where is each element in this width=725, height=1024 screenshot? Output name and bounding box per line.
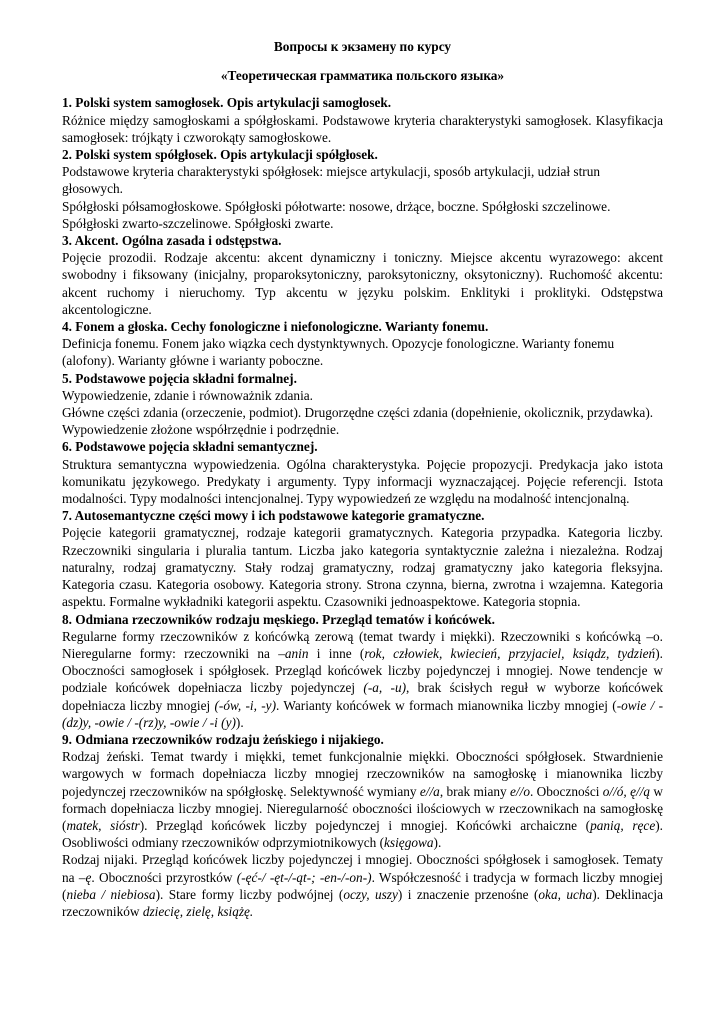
- question-heading: 8. Odmiana rzeczowników rodzaju męskiego. Przegląd tematów i końcówek.: [62, 611, 495, 627]
- document-page: [62, 36, 663, 920]
- question-heading: 5. Podstawowe pojęcia składni formalnej.: [62, 370, 297, 386]
- exam-question-4: [62, 318, 663, 370]
- question-heading: 1. Polski system samogłosek. Opis artykulacji samogłosek.: [62, 95, 392, 111]
- document-title-line-2: «Теоретическая грамматика польского языка»: [220, 68, 505, 84]
- italic-example-text: e//a: [419, 783, 440, 799]
- exam-question-3: [62, 232, 663, 318]
- body-text: Pojęcie prozodii. Rodzaje akcentu: akcent dynamiczny i toniczny. Miejsce akcentu wyrazowego: akcent swobodny i fiksowany (inicjalny, proparoksytoniczny, paroksytoniczny, oksytoniczny). Ruchomość akcentu: akcent ruchomy i nieruchomy. Typ akcentu w języku polskim. Enklityki i proklityki. Odstępstwa akcentologiczne.: [62, 250, 663, 317]
- italic-example-text: oczy, uszy: [343, 886, 398, 902]
- italic-example-text: -owie / -(dz)y, -owie / -(rz)y, -owie / -i (y): [62, 697, 663, 730]
- question-heading: 9. Odmiana rzeczowników rodzaju żeńskiego i nijakiego.: [62, 731, 384, 747]
- body-text: Pojęcie kategorii gramatycznej, rodzaje kategorii gramatycznych. Kategoria przypadka. Kategoria liczby. Rzeczowniki singularia i pluralia tantum. Liczba jako kategoria syntaktycznie zależna i niezależna. Rodzaj naturalny, rodzaj gramatyczny. Stały rodzaj gramatyczny, rodzaj gramatyczny jako kategoria fleksyjna. Kategoria czasu. Kategoria osobowy. Kategoria strony. Strona czynna, bierna, zwrotna i wzajemna. Kategoria aspektu. Formalne wykładniki kategorii aspektu. Czasowniki jednoaspektowe. Kategoria stopnia.: [62, 525, 663, 610]
- question-paragraph: [62, 198, 663, 232]
- italic-example-text: ę: [85, 869, 92, 885]
- question-paragraph: [62, 163, 663, 197]
- body-text: . Współczesność i tradycja w formach liczby mnogiej (: [62, 869, 663, 902]
- body-text: Podstawowe kryteria charakterystyki spółgłosek: miejsce artykulacji, sposób artykulacji, udział strun głosowych.: [62, 164, 601, 197]
- exam-question-9: [62, 731, 663, 920]
- body-text: . Oboczności: [529, 783, 603, 799]
- exam-question-2: [62, 146, 663, 232]
- question-paragraph: [62, 456, 663, 508]
- question-heading: 2. Polski system spółgłosek. Opis artykulacji spółgłosek.: [62, 147, 378, 163]
- body-text: ).: [235, 714, 244, 730]
- italic-example-text: księgowa: [384, 835, 434, 851]
- body-text: . Warianty końcówek w formach mianownika liczby mnogiej (: [276, 697, 617, 713]
- italic-example-text: dziecię, zielę, książę.: [142, 903, 254, 919]
- document-title-line-1: Вопросы к экзамену по курсу: [273, 39, 452, 54]
- exam-question-1: [62, 94, 663, 146]
- body-text: Regularne formy rzeczowników z końcówką zerową (temat twardy i miękki). Rzeczowniki s końcówką –o. Nieregularne formy: rzeczowniki na –: [62, 628, 663, 661]
- body-text: w formach dopełniacza liczby mnogiej. Nieregularność oboczności ilościowych w rzeczownikach na samogłoskę (: [62, 783, 663, 833]
- body-text: Struktura semantyczna wypowiedzenia. Ogólna charakterystyka. Pojęcie propozycji. Predykacja jako istota komunikatu językowego. Predykaty i argumenty. Typy informacji wyznaczającej. Pojęcie referencji. Istota modalności. Typy modalności intencjonalnej. Typy wypowiedzeń ze względu na modalność intencjonalną.: [62, 456, 663, 507]
- body-text: i inne (: [308, 645, 365, 661]
- body-text: Rodzaj żeński. Temat twardy i miękki, temet funkcjonalnie miękki. Oboczności spółgłosek. Stwardnienie wargowych w formach dopełniacza liczby mnogiej rzeczowników na samogłoskę i mianownika liczby pojedynczej rzeczowników na spółgłoskę. Selektywność wymiany: [62, 749, 663, 799]
- body-text: ). Oboczności samogłosek i spółgłosek. Przegląd końcówek liczby pojedynczej i mnogiej. Nowe tendencje w podziale końcówek dopełniacza liczby pojedynczej: [62, 645, 663, 696]
- italic-example-text: (-a, -u): [363, 680, 407, 696]
- body-text: ). Przegląd końcówek liczby pojedynczej i mnogiej. Końcówki archaiczne (: [139, 817, 591, 833]
- question-heading: 7. Autosemantyczne części mowy i ich podstawowe kategorie gramatyczne.: [62, 508, 485, 524]
- italic-example-text: panią, ręce: [590, 817, 656, 833]
- question-paragraph: [62, 387, 663, 404]
- question-paragraph: [62, 404, 663, 421]
- body-text: Spółgłoski półsamogłoskowe. Spółgłoski półotwarte: nosowe, drżące, boczne. Spółgłoski szczelinowe. Spółgłoski zwarto-szczelinowe. Spółgłoski zwarte.: [62, 198, 611, 231]
- body-text: ) i znaczenie przenośne (: [397, 886, 539, 902]
- body-text: Rodzaj nijaki. Przegląd końcówek liczby pojedynczej i mnogiej. Oboczności spółgłosek i samogłosek. Tematy na –: [62, 852, 663, 885]
- body-text: ). Osobliwości odmiany rzeczowników odprzymiotnikowych (: [62, 817, 663, 851]
- question-heading: 3. Akcent. Ogólna zasada i odstępstwa.: [62, 233, 282, 249]
- question-heading: 4. Fonem a głoska. Cechy fonologiczne i niefonologiczne. Warianty fonemu.: [62, 319, 489, 335]
- body-text: ). Stare formy liczby podwójnej (: [155, 886, 344, 902]
- question-paragraph: [62, 524, 663, 610]
- question-paragraph: [62, 112, 663, 146]
- question-paragraph: [62, 748, 663, 851]
- question-paragraph: [62, 628, 663, 731]
- question-paragraph: [62, 851, 663, 920]
- italic-example-text: (-ów, -i, -y): [214, 697, 277, 713]
- italic-example-text: oka, ucha: [538, 886, 593, 902]
- body-text: Wypowiedzenie, zdanie i równoważnik zdania.: [62, 387, 313, 403]
- body-text: ). Deklinacja rzeczowników: [62, 886, 663, 919]
- exam-question-5: [62, 370, 663, 439]
- body-text: , brak miany: [439, 783, 511, 799]
- question-paragraph: [62, 249, 663, 318]
- question-paragraph: [62, 421, 663, 438]
- question-heading: 6. Podstawowe pojęcia składni semantycznej.: [62, 439, 318, 455]
- exam-question-7: [62, 507, 663, 610]
- body-text: Różnice między samogłoskami a spółgłoskami. Podstawowe kryteria charakterystyki samogłosek. Klasyfikacja samogłosek: trójkąty i czworokąty samogłoskowe.: [62, 112, 663, 145]
- question-paragraph: [62, 335, 663, 369]
- body-text: , brak ścisłych reguł w wyborze końcówek dopełniacza liczby mnogiej: [62, 680, 663, 713]
- body-text: . Oboczności przyrostków: [91, 869, 237, 885]
- exam-question-8: [62, 611, 663, 731]
- italic-example-text: rok, człowiek, kwiecień, przyjaciel, ksiądz, tydzień: [364, 645, 656, 661]
- body-text: Definicja fonemu. Fonem jako wiązka cech dystynktywnych. Opozycje fonologiczne. Warianty fonemu (alofony). Warianty główne i warianty poboczne.: [62, 336, 615, 369]
- italic-example-text: nieba / niebiosa: [66, 886, 156, 902]
- body-text: Główne części zdania (orzeczenie, podmiot). Drugorzędne części zdania (dopełnienie, okolicznik, przydawka).: [62, 405, 654, 421]
- italic-example-text: o//ó, ę//ą: [602, 783, 651, 799]
- italic-example-text: matek, sióstr: [66, 817, 140, 833]
- exam-questions-list: [62, 94, 663, 920]
- exam-question-6: [62, 438, 663, 507]
- italic-example-text: (-ęć-/ -ęt-/-ąt-; -en-/-on-): [236, 869, 372, 885]
- body-text: Wypowiedzenie złożone współrzędnie i podrzędnie.: [62, 422, 340, 438]
- italic-example-text: e//o: [510, 783, 530, 799]
- italic-example-text: anin: [284, 645, 309, 661]
- body-text: ).: [433, 835, 442, 851]
